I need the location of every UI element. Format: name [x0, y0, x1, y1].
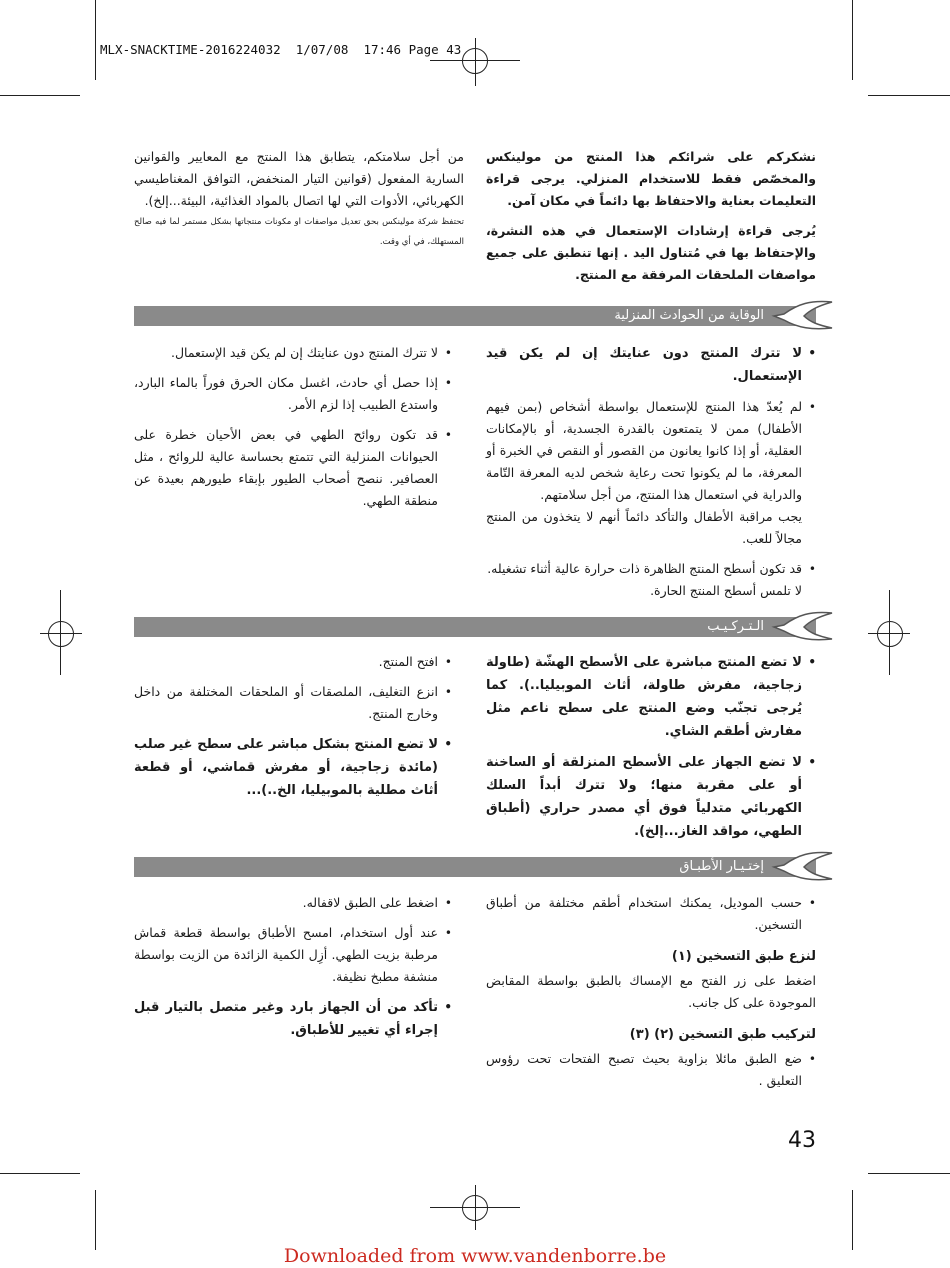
section-bar-safety	[134, 306, 816, 326]
remove-plate-heading: لنزع طبق التسخين (١)	[671, 949, 816, 964]
list-item: • ضع الطبق مائلا بزاوية بحيث تصبح الفتحات تحت رؤوس التعليق .	[486, 1048, 816, 1092]
list-item: • لا تضع المنتج بشكل مباشر على سطح غير صلب (مائدة زجاجية، أو مفرش قماشي، أو قطعة أثاث مطلية بالموبيليا، الخ..)...	[134, 733, 452, 802]
assembly-left	[134, 651, 452, 810]
safety-left	[134, 342, 452, 520]
list-item-text: لا تلمس أسطح المنتج الحارة.	[650, 583, 802, 598]
section-title-assembly: الـتـركـيـب	[707, 619, 764, 634]
registration-circle-icon	[48, 621, 74, 647]
crop-mark	[868, 1173, 950, 1174]
install-plate-heading: لتركيب طبق التسخين (٢) (٣)	[629, 1027, 816, 1042]
list-item-text: قد تكون أسطح المنتج الظاهرة ذات حرارة عالية أثناء تشغيله.	[487, 561, 802, 576]
intro-instructions: يُرجى قراءة إرشادات الإستعمال في هذه النشرة، والإحتفاظ بها في مُتناول اليد . إنها تنطبق على جميع مواصفات الملحقات المرفقة مع المنتج.	[486, 223, 816, 282]
list-item-text: لم يُعدّ هذا المنتج للإستعمال بواسطة أشخاص (بمن فيهم الأطفال) ممن لا يتمتعون بالقدرة الجسدية، أو بالإمكانات العقلية، أو إذا كانوا يعانون من القصور أو النقص في الخبرة أو المعرفة، ما لم يكونوا تحت رعاية شخص لديه المعرفة التّامة والدراية في استعمال هذا المنتج، من أجل سلامتهم.	[486, 399, 802, 502]
list-item	[486, 396, 816, 550]
crop-mark	[95, 0, 96, 80]
section-arrow-icon	[770, 849, 834, 883]
safety-right	[486, 342, 816, 610]
crop-mark	[0, 95, 80, 96]
intro-thanks: نشكركم على شرائكم هذا المنتج من مولينكس والمخصّص فقط للاستخدام المنزلي. يرجى قراءة التعليمات بعناية والاحتفاظ بها دائماً في مكان آمن.	[486, 149, 816, 208]
intro-left	[134, 146, 464, 258]
print-time: 17:46	[363, 42, 402, 57]
section-title-safety: الوقاية من الحوادث المنزلية	[614, 308, 764, 323]
list-item: • انزع التغليف، الملصقات أو الملحقات المختلفة من داخل وخارج المنتج.	[134, 681, 452, 725]
download-footer[interactable]: Downloaded from www.vandenborre.be	[283, 1245, 667, 1267]
section-bar-plates	[134, 857, 816, 877]
section-title-plates: إختـيـار الأطبـاق	[679, 859, 764, 874]
crop-mark	[95, 1190, 96, 1250]
plates-right	[486, 892, 816, 1100]
section-arrow-icon	[770, 609, 834, 643]
list-item-text: يجب مراقبة الأطفال والتأكد دائماً أنهم لا يتخذون من المنتج مجالاً للعب.	[486, 509, 802, 546]
crop-mark	[0, 1173, 80, 1174]
registration-circle-icon	[462, 48, 488, 74]
remove-plate-text: اضغط على زر الفتح مع الإمساك بالطبق بواسطة المقابض الموجودة على كل جانب.	[486, 973, 816, 1010]
list-item: • افتح المنتج.	[134, 651, 452, 673]
section-arrow-icon	[770, 298, 834, 332]
crop-mark	[868, 95, 950, 96]
crop-mark	[852, 0, 853, 80]
intro-right	[486, 146, 816, 292]
list-item: • قد تكون روائح الطهي في بعض الأحيان خطرة على الحيوانات المنزلية التي تتمتع بحساسة عالية للروائح ، مثل العصافير. ننصح أصحاب الطيور بإبقاء طيورهم بعيدة عن منطقة الطهي.	[134, 424, 452, 512]
plates-left	[134, 892, 452, 1050]
list-item: • حسب الموديل، يمكنك استخدام أطقم مختلفة من أطباق التسخين.	[486, 892, 816, 936]
print-header	[100, 42, 461, 57]
registration-circle-icon	[877, 621, 903, 647]
assembly-right	[486, 651, 816, 851]
intro-safety-standards: من أجل سلامتكم، يتطابق هذا المنتج مع المعايير والقوانين السارية المفعول (قوانين التيار المنخفض، التوافق المغناطيسي الكهربائي، الأدوات التي لها اتصال بالمواد الغذائية، البيئة...إلخ).	[134, 149, 464, 208]
crop-mark	[852, 1190, 853, 1250]
list-item: • اضغط على الطبق لاقفاله.	[134, 892, 452, 914]
list-item: • إذا حصل أي حادث، اغسل مكان الحرق فوراً بالماء البارد، واستدع الطبيب إذا لزم الأمر.	[134, 372, 452, 416]
registration-circle-icon	[462, 1195, 488, 1221]
page-number: 43	[788, 1128, 816, 1153]
list-item: • لا تضع الجهاز على الأسطح المنزلقة أو الساخنة أو على مقربة منها؛ ولا تترك أبداً السلك الكهربائي متدلياً فوق أي مصدر حراري (أطباق الطهي، مواقد الغاز...إلخ).	[486, 751, 816, 843]
section-bar-assembly	[134, 617, 816, 637]
doc-id: MLX-SNACKTIME-2016224032	[100, 42, 281, 57]
print-page-label: Page 43	[408, 42, 462, 57]
list-item: • لا تترك المنتج دون عنايتك إن لم يكن قيد الإستعمال.	[134, 342, 452, 364]
list-item: • تأكد من أن الجهاز بارد وغير متصل بالتيار قبل إجراء أي تغيير للأطباق.	[134, 996, 452, 1042]
list-item	[486, 558, 816, 602]
print-date: 1/07/08	[295, 42, 349, 57]
list-item: • لا تضع المنتج مباشرة على الأسطح الهشّة (طاولة زجاجية، مفرش طاولة، أثاث الموبيليا..). كما يُرجى تجنّب وضع المنتج على سطح ناعم مثل مفارش أطقم الشاي.	[486, 651, 816, 743]
list-item: • عند أول استخدام، امسح الأطباق بواسطة قطعة قماش مرطبة بزيت الطهي. أزِل الكمية الزائدة من الزيت بواسطة منشفة مطبخ نظيفة.	[134, 922, 452, 988]
list-item: • لا تترك المنتج دون عنايتك إن لم يكن قيد الإستعمال.	[486, 342, 816, 388]
intro-disclaimer: تحتفظ شركة مولينكس بحق تعديل مواصفات او مكونات منتجاتها بشكل مستمر لما فيه صالح المستهلك، في أي وقت.	[134, 217, 464, 247]
